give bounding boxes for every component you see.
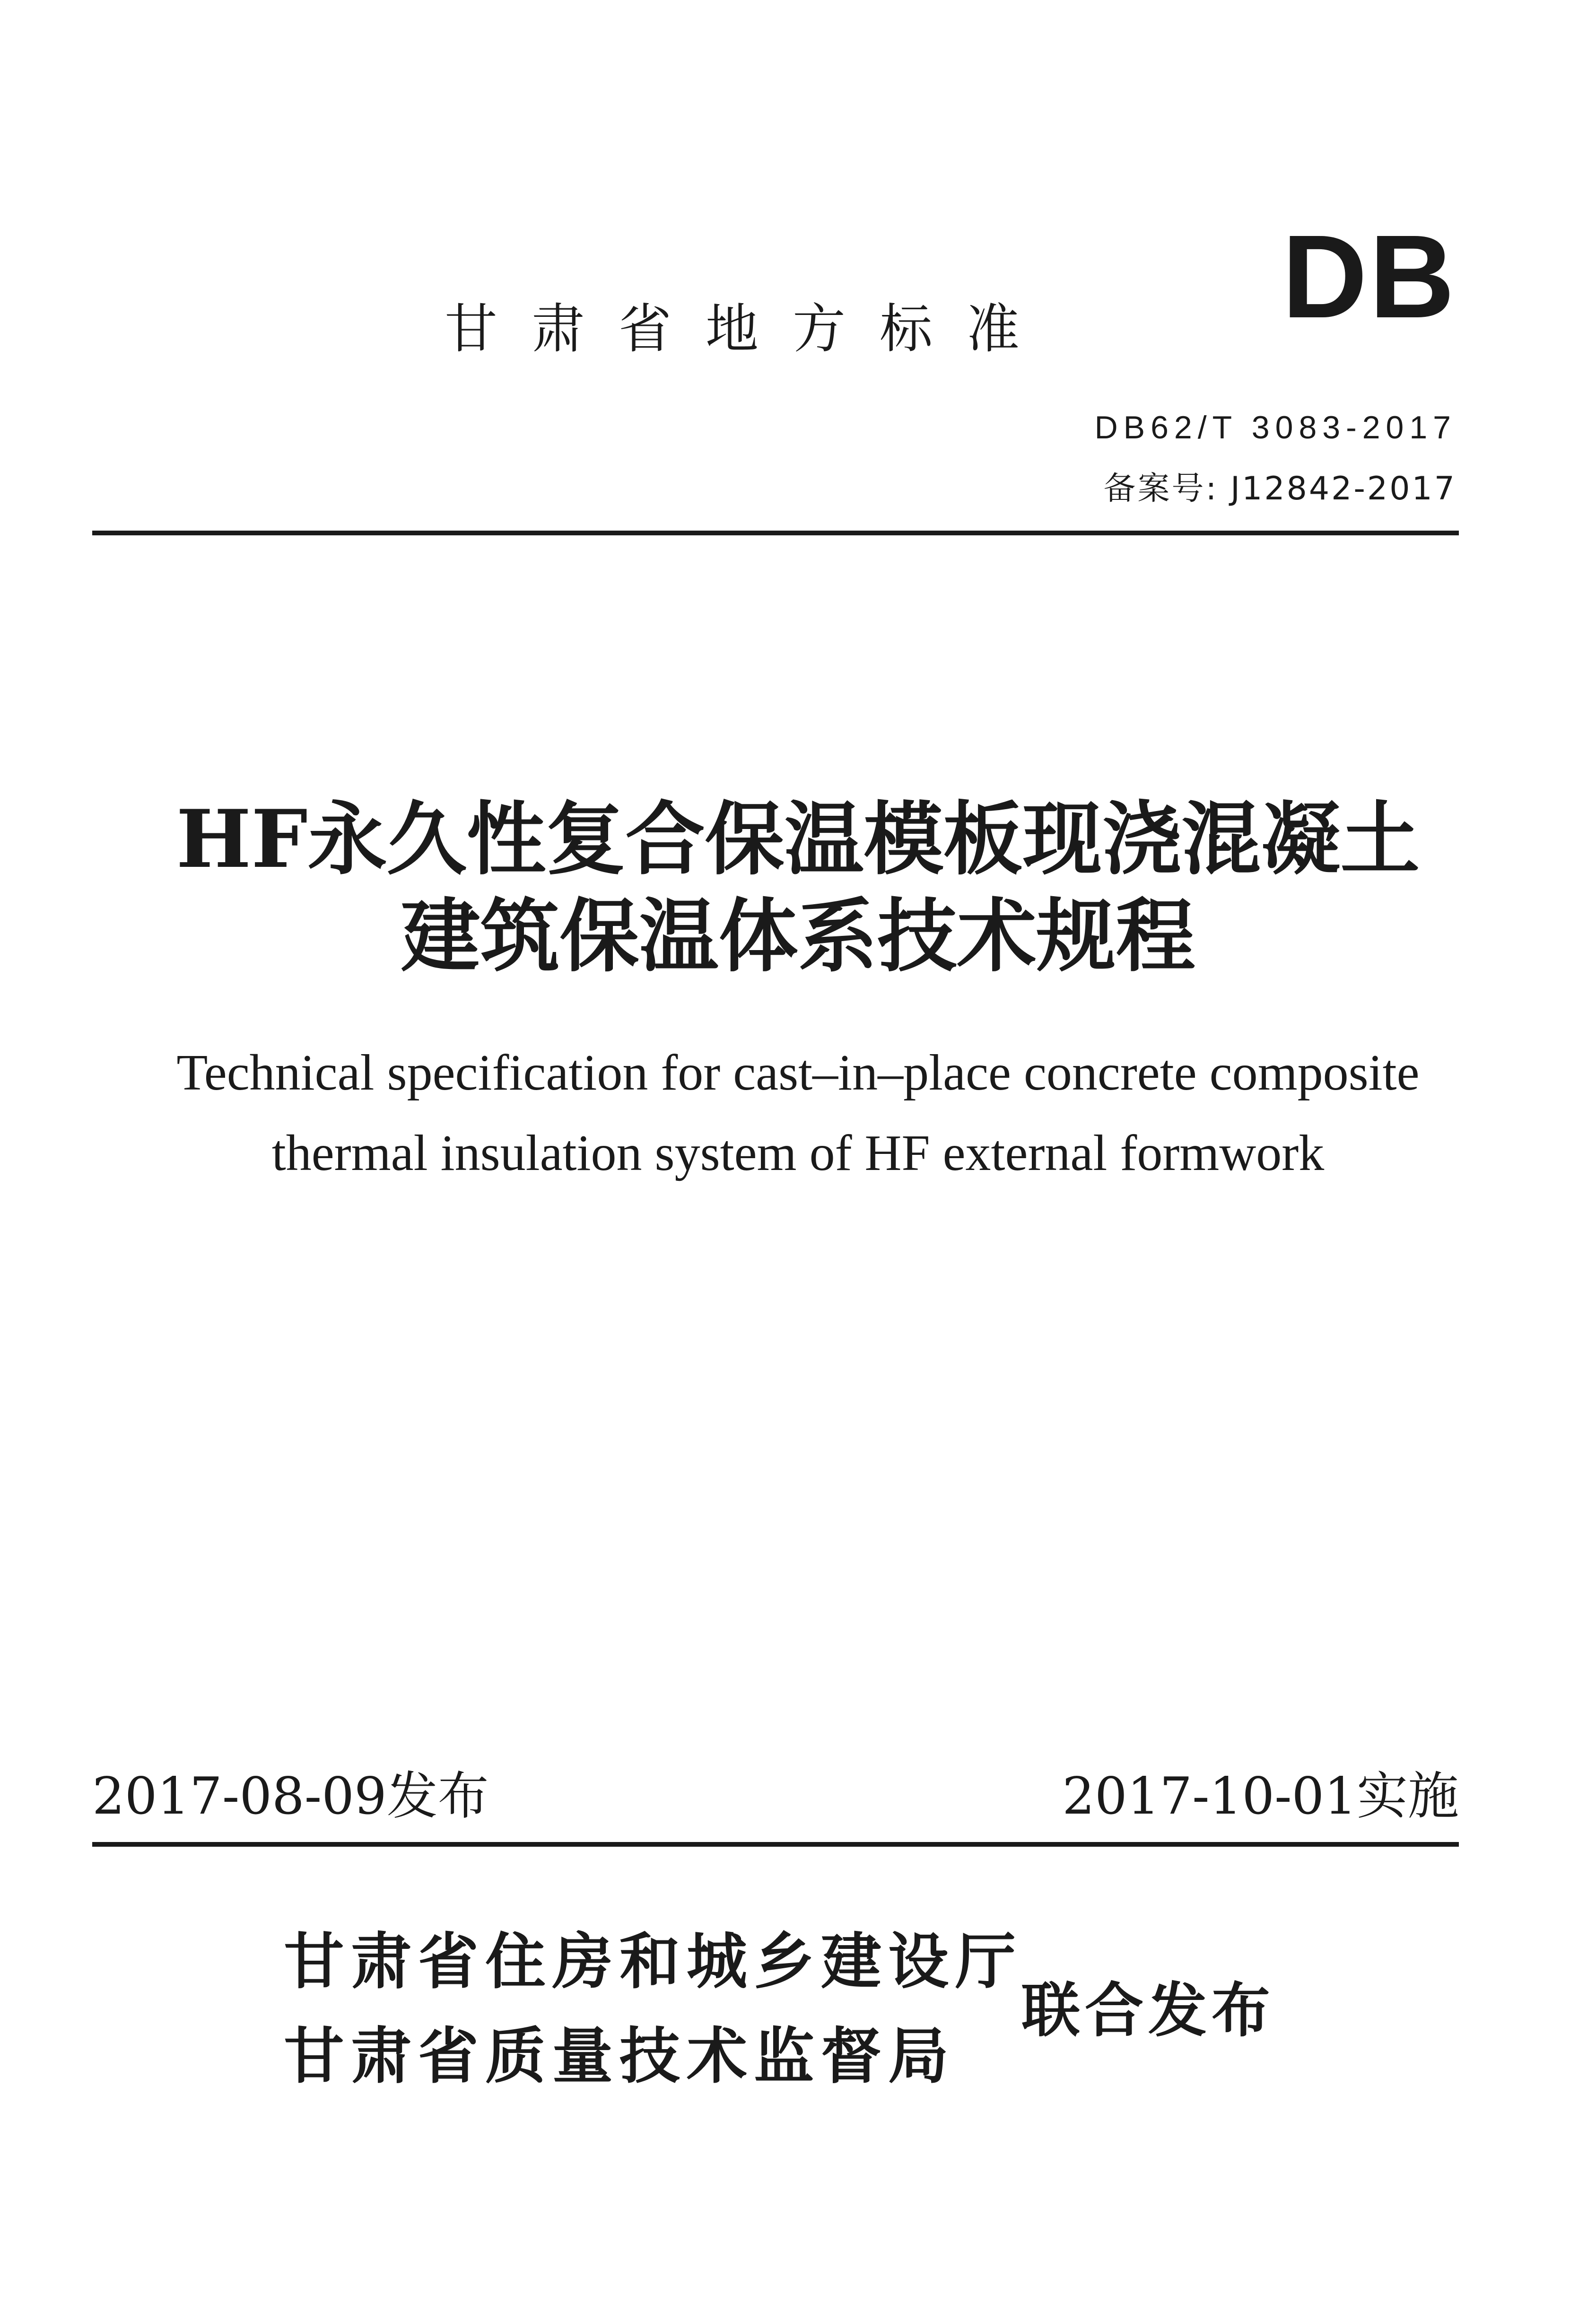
issuer-quality-bureau: 甘肃省质量技术监督局 [284,2021,956,2092]
issue-date: 2017-08-09发布 [92,1767,489,1826]
title-chinese-line2: 建筑保温体系技术规程 [401,889,1195,983]
title-chinese-line1: HF永久性复合保温模板现浇混凝土 [176,792,1420,886]
issuer-housing-department: 甘肃省住房和城乡建设厅 [284,1927,1023,1997]
standard-type: 甘肃省地方标准 [445,298,1054,360]
record-number: 备案号: J12842-2017 [1103,470,1456,507]
joint-issue-label: 联合发布 [1021,1977,1275,2045]
top-divider [92,531,1459,535]
db-mark: DB [1282,210,1456,342]
title-english-line1: Technical specification for cast–in–place concrete composite [176,1045,1420,1101]
bottom-divider [92,1842,1459,1847]
implementation-date: 2017-10-01实施 [1062,1767,1459,1826]
title-english-line2: thermal insulation system of HF external formwork [271,1125,1325,1181]
standard-number: DB62/T 3083-2017 [1094,410,1456,445]
